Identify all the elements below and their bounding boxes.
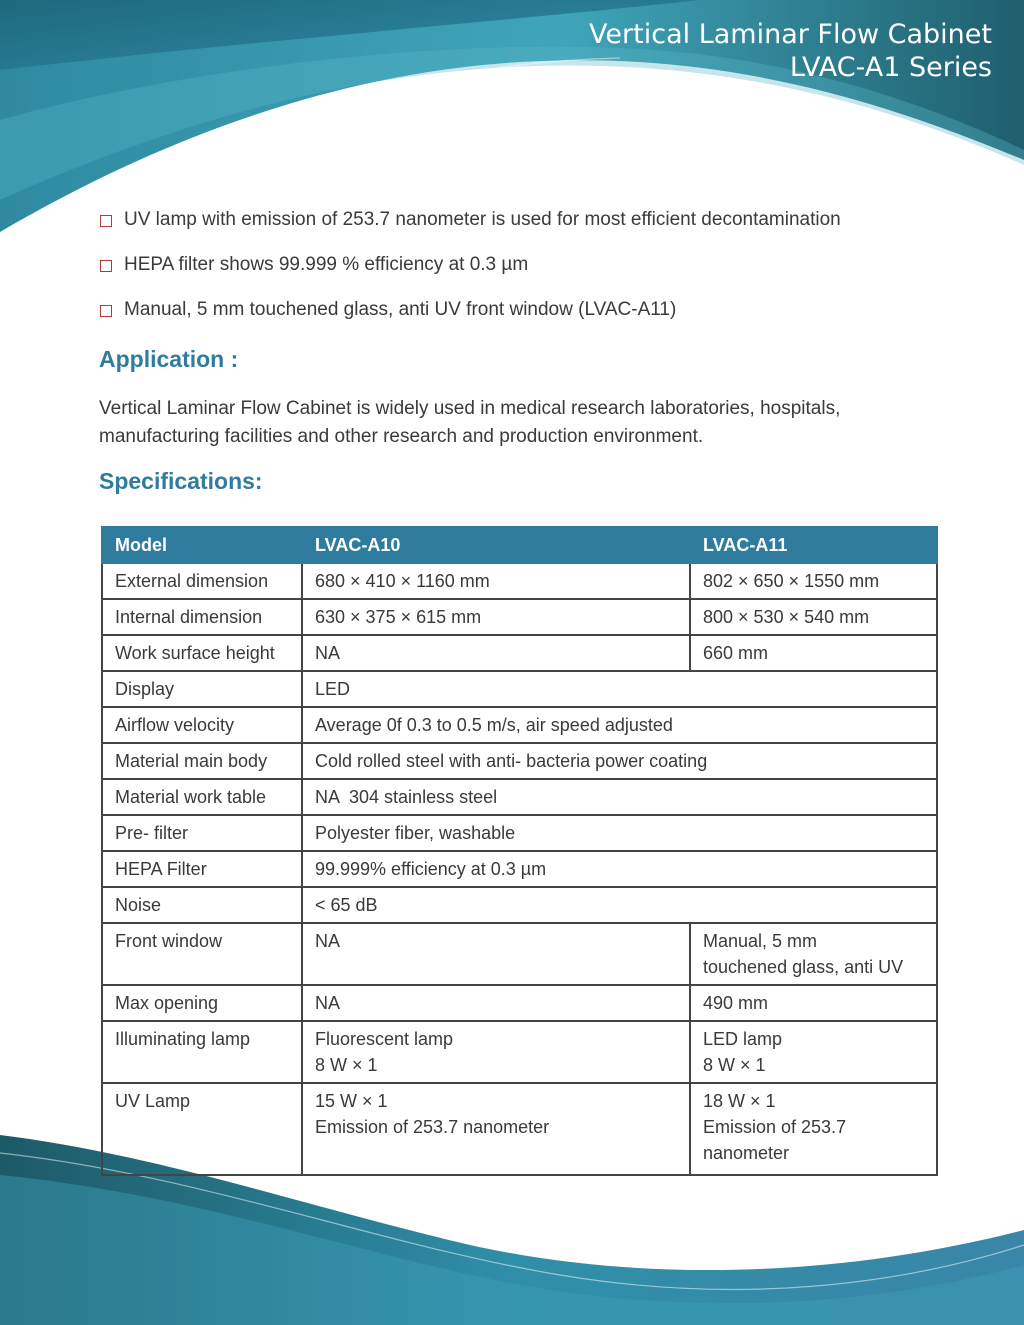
row-label: Front window (102, 923, 302, 985)
cell-both-models: Cold rolled steel with anti- bacteria power coating (302, 743, 937, 779)
row-label: Max opening (102, 985, 302, 1021)
table-row (102, 563, 937, 599)
cell-line: Fluorescent lamp (315, 1029, 454, 1049)
row-label: Material work table (102, 779, 302, 815)
row-label: Airflow velocity (102, 707, 302, 743)
row-label: Pre- filter (102, 815, 302, 851)
cell-lvac-a11 (690, 1021, 937, 1083)
feature-text: Manual, 5 mm touchened glass, anti UV front window (LVAC-A11) (124, 299, 677, 320)
row-label: HEPA Filter (102, 851, 302, 887)
cell-line: touchened glass, anti UV (703, 957, 904, 977)
title-line-product: Vertical Laminar Flow Cabinet (589, 19, 992, 50)
row-label: Illuminating lamp (102, 1021, 302, 1083)
table-row (102, 743, 937, 779)
checkbox-bullet-icon (100, 260, 112, 272)
table-row (102, 707, 937, 743)
application-heading: Application : (99, 346, 239, 372)
row-label: Internal dimension (102, 599, 302, 635)
table-row (102, 985, 937, 1021)
cell-line: 15 W × 1 (315, 1091, 388, 1111)
feature-item (100, 295, 970, 325)
cell-lvac-a10: NA (302, 923, 690, 985)
cell-line: Emission of 253.7 nanometer (315, 1117, 550, 1137)
cell-lvac-a11: 800 × 530 × 540 mm (690, 599, 937, 635)
cell-lvac-a11: 802 × 650 × 1550 mm (690, 563, 937, 599)
cell-lvac-a11 (690, 923, 937, 985)
cell-lvac-a11: 660 mm (690, 635, 937, 671)
cell-both-models: Polyester fiber, washable (302, 815, 937, 851)
cell-lvac-a10 (302, 1083, 690, 1175)
specifications-table (101, 526, 938, 1176)
cell-lvac-a10: 680 × 410 × 1160 mm (302, 563, 690, 599)
row-label: Display (102, 671, 302, 707)
cell-lvac-a10: NA (302, 635, 690, 671)
feature-list (100, 205, 970, 340)
table-row (102, 599, 937, 635)
row-label: Work surface height (102, 635, 302, 671)
table-row (102, 815, 937, 851)
row-label: Noise (102, 887, 302, 923)
cell-line: 8 W × 1 (703, 1055, 766, 1075)
cell-line: LED lamp (703, 1029, 783, 1049)
cell-line: 18 W × 1 (703, 1091, 776, 1111)
brochure-title (589, 18, 992, 84)
table-row (102, 923, 937, 985)
cell-both-models: 99.999% efficiency at 0.3 µm (302, 851, 937, 887)
cell-lvac-a10 (302, 1021, 690, 1083)
cell-both-models: NA 304 stainless steel (302, 779, 937, 815)
checkbox-bullet-icon (100, 215, 112, 227)
row-label: External dimension (102, 563, 302, 599)
specifications-heading: Specifications: (99, 468, 263, 494)
cell-line: nanometer (703, 1143, 790, 1163)
checkbox-bullet-icon (100, 305, 112, 317)
column-header-lvac-a11: LVAC-A11 (690, 527, 937, 563)
cell-line: Manual, 5 mm (703, 931, 818, 951)
cell-line: Emission of 253.7 (703, 1117, 847, 1137)
table-row (102, 1083, 937, 1175)
row-label: UV Lamp (102, 1083, 302, 1175)
cell-lvac-a10: NA (302, 985, 690, 1021)
application-body: Vertical Laminar Flow Cabinet is widely used in medical research laboratories, hospitals, manufacturing facilities and other research and production environment. (99, 398, 841, 447)
column-header-model: Model (102, 527, 302, 563)
cell-lvac-a10: 630 × 375 × 615 mm (302, 599, 690, 635)
title-line-series: LVAC-A1 Series (789, 52, 992, 83)
cell-lvac-a11: 490 mm (690, 985, 937, 1021)
cell-both-models: < 65 dB (302, 887, 937, 923)
feature-text: UV lamp with emission of 253.7 nanometer is used for most efficient decontamination (124, 209, 841, 230)
feature-text: HEPA filter shows 99.999 % efficiency at 0.3 µm (124, 254, 529, 275)
cell-line: 8 W × 1 (315, 1055, 378, 1075)
cell-both-models: Average 0f 0.3 to 0.5 m/s, air speed adjusted (302, 707, 937, 743)
row-label: Material main body (102, 743, 302, 779)
feature-item (100, 250, 970, 280)
table-header-row (102, 527, 937, 563)
table-row (102, 635, 937, 671)
table-row (102, 671, 937, 707)
feature-item (100, 205, 970, 235)
table-row (102, 779, 937, 815)
table-row (102, 1021, 937, 1083)
column-header-lvac-a10: LVAC-A10 (302, 527, 690, 563)
table-row (102, 887, 937, 923)
cell-lvac-a11 (690, 1083, 937, 1175)
table-row (102, 851, 937, 887)
cell-both-models: LED (302, 671, 937, 707)
